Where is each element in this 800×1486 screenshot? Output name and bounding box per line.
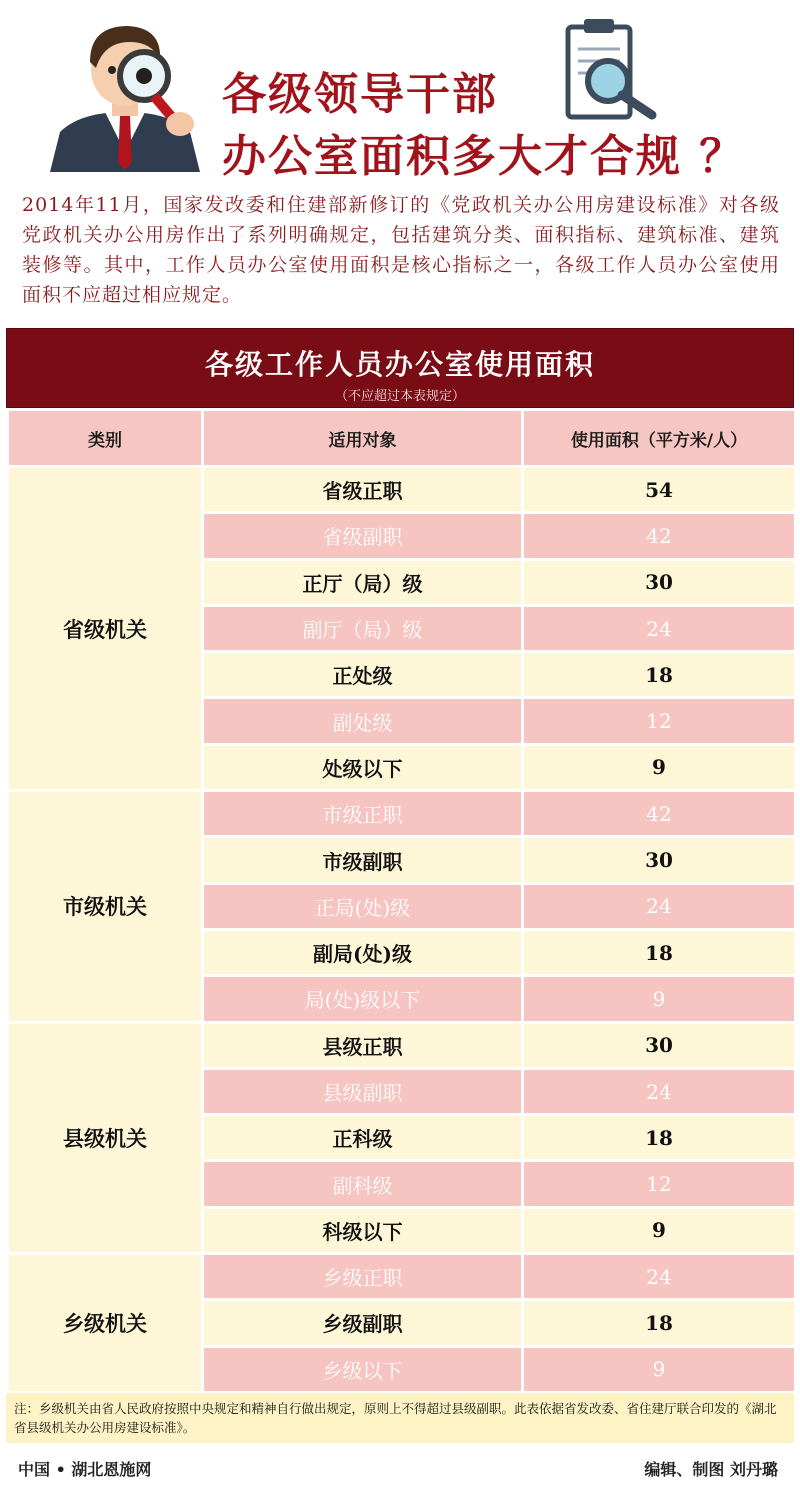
target-cell: 正处级 <box>203 652 523 698</box>
area-cell: 42 <box>523 791 796 837</box>
footnote: 注：乡级机关由省人民政府按照中央规定和精神自行做出规定，原则上不得超过县级副职。此表依据省发改委、省住建厅联合印发的《湖北省县级机关办公用房建设标准》。 <box>6 1393 794 1443</box>
target-cell: 正局(处)级 <box>203 883 523 929</box>
column-header-target: 适用对象 <box>203 410 523 467</box>
area-cell: 24 <box>523 1068 796 1114</box>
area-cell: 9 <box>523 1207 796 1253</box>
target-cell: 县级副职 <box>203 1068 523 1114</box>
area-cell: 54 <box>523 467 796 513</box>
target-cell: 省级副职 <box>203 513 523 559</box>
table-header-row <box>8 410 796 467</box>
table-row <box>8 467 796 513</box>
area-cell: 9 <box>523 976 796 1022</box>
area-cell: 24 <box>523 605 796 651</box>
area-cell: 9 <box>523 1346 796 1392</box>
area-cell: 30 <box>523 837 796 883</box>
area-table-grid <box>6 408 797 1394</box>
area-cell: 12 <box>523 1161 796 1207</box>
target-cell: 乡级以下 <box>203 1346 523 1392</box>
area-cell: 24 <box>523 883 796 929</box>
category-cell: 县级机关 <box>8 1022 203 1253</box>
area-cell: 9 <box>523 744 796 790</box>
target-cell: 乡级副职 <box>203 1300 523 1346</box>
page-title-line2: 办公室面积多大才合规 ？ <box>222 131 746 182</box>
target-cell: 局(处)级以下 <box>203 976 523 1022</box>
category-cell: 乡级机关 <box>8 1254 203 1393</box>
target-cell: 正厅（局）级 <box>203 559 523 605</box>
man-with-magnifier-icon <box>40 12 210 172</box>
area-table <box>6 328 794 1394</box>
page-title-line1: 各级领导干部 <box>222 69 498 120</box>
column-header-area: 使用面积（平方米/人） <box>523 410 796 467</box>
target-cell: 乡级正职 <box>203 1254 523 1300</box>
area-cell: 18 <box>523 1115 796 1161</box>
area-cell: 18 <box>523 652 796 698</box>
target-cell: 正科级 <box>203 1115 523 1161</box>
table-row <box>8 1254 796 1300</box>
target-cell: 省级正职 <box>203 467 523 513</box>
area-cell: 30 <box>523 1022 796 1068</box>
table-title: 各级工作人员办公室使用面积 <box>204 348 595 381</box>
area-cell: 18 <box>523 1300 796 1346</box>
area-cell: 18 <box>523 929 796 975</box>
area-cell: 30 <box>523 559 796 605</box>
header <box>0 0 800 190</box>
column-header-category: 类别 <box>8 410 203 467</box>
source-credit: 中国 • 湖北恩施网 <box>18 1460 152 1479</box>
target-cell: 县级正职 <box>203 1022 523 1068</box>
clipboard-magnifier-icon <box>560 15 670 125</box>
target-cell: 处级以下 <box>203 744 523 790</box>
category-cell: 市级机关 <box>8 791 203 1022</box>
target-cell: 科级以下 <box>203 1207 523 1253</box>
table-row <box>8 791 796 837</box>
target-cell: 市级正职 <box>203 791 523 837</box>
target-cell: 副厅（局）级 <box>203 605 523 651</box>
table-body <box>8 467 796 1393</box>
intro-paragraph: 2014年11月，国家发改委和住建部新修订的《党政机关办公用房建设标准》对各级党政机关办公用房作出了系列明确规定，包括建筑分类、面积指标、建筑标准、建筑装修等。其中，工作人员办公室使用面积是核心指标之一，各级工作人员办公室使用面积不应超过相应规定。 <box>22 194 780 306</box>
table-row <box>8 1022 796 1068</box>
author-credit: 编辑、制图 刘丹璐 <box>644 1460 778 1479</box>
target-cell: 市级副职 <box>203 837 523 883</box>
target-cell: 副处级 <box>203 698 523 744</box>
category-cell: 省级机关 <box>8 467 203 791</box>
area-cell: 12 <box>523 698 796 744</box>
table-header-banner <box>6 328 794 408</box>
area-cell: 24 <box>523 1254 796 1300</box>
area-cell: 42 <box>523 513 796 559</box>
table-subtitle: （不应超过本表规定） <box>334 389 465 404</box>
target-cell: 副科级 <box>203 1161 523 1207</box>
target-cell: 副局(处)级 <box>203 929 523 975</box>
